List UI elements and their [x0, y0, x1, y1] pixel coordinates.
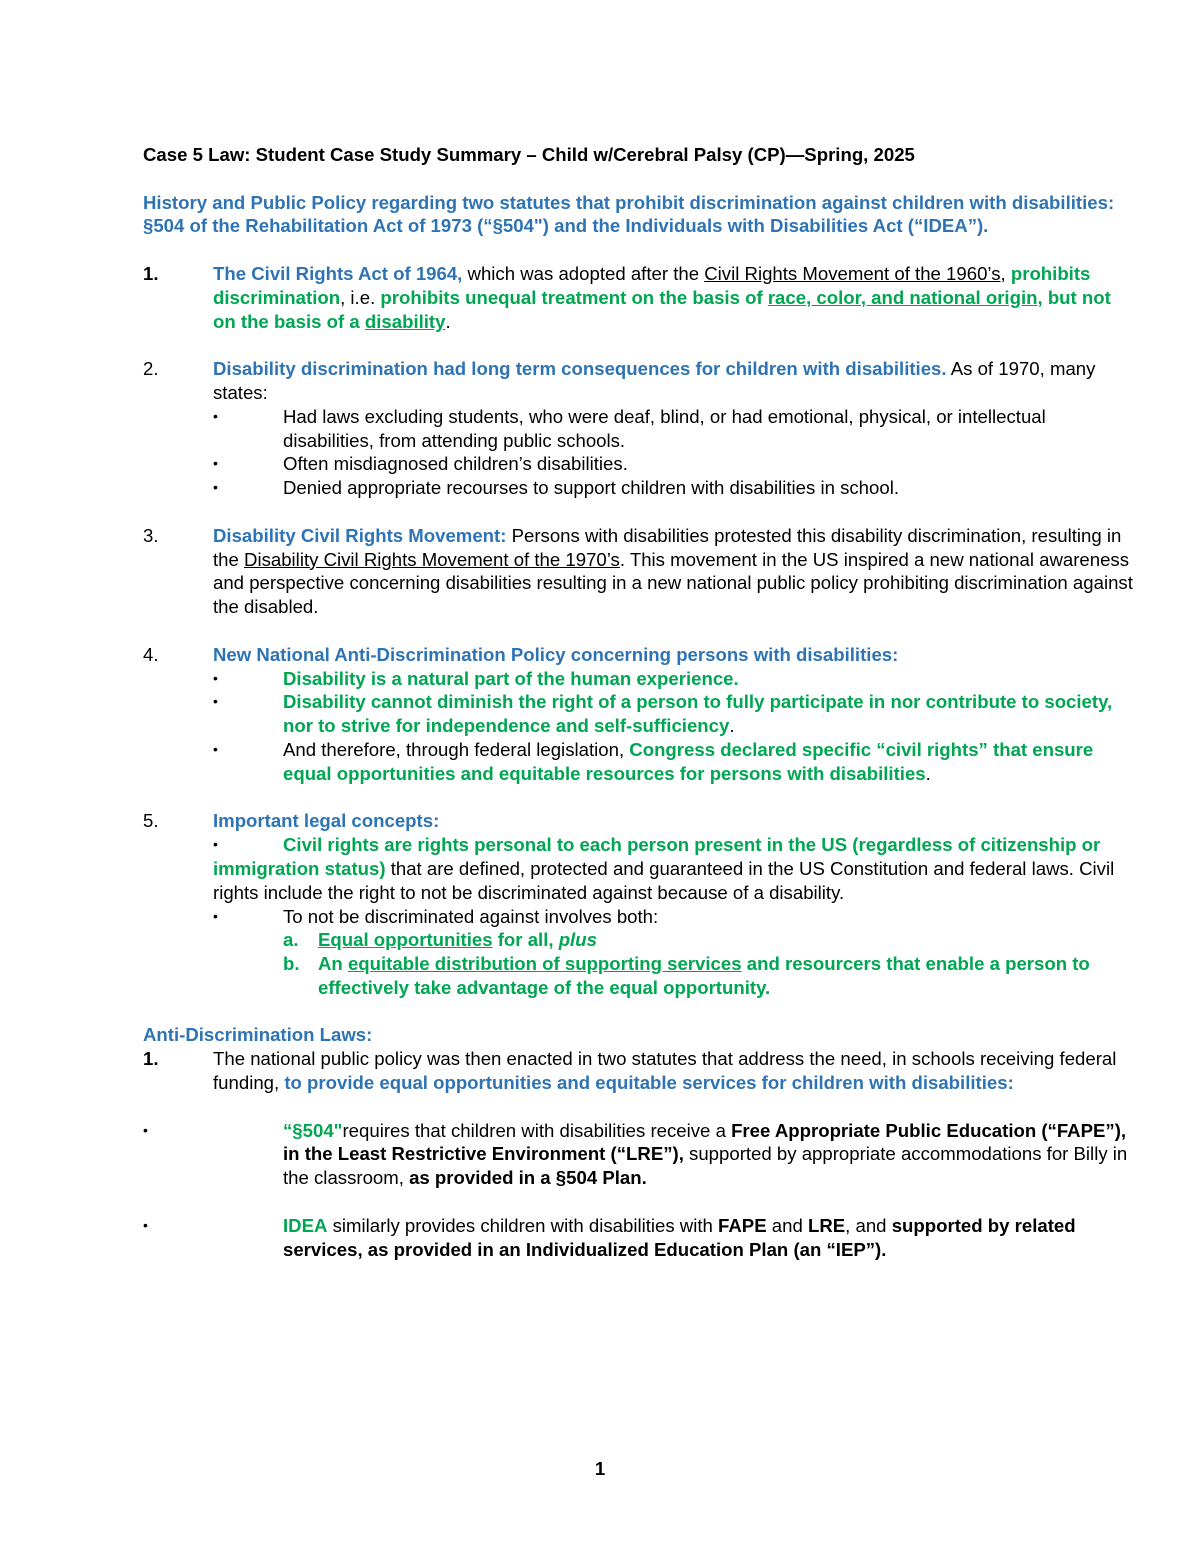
document-body	[143, 143, 1138, 1261]
bullet-icon: •	[143, 1216, 148, 1233]
item-number: 2.	[143, 358, 159, 380]
item-number: 1.	[143, 1048, 159, 1070]
bullet-icon: •	[213, 693, 218, 710]
sub-item-a: a. Equal opportunities for all, plus	[283, 929, 597, 951]
item-3: 3. Disability Civil Rights Movement: Persons with disabilities protested this disability discrimination, resulting in the Disability Civil Rights Movement of the 1970’s. This movement in the US inspired a new national awareness and perspective concerning disabilities resulting in a new national public policy prohibiting discrimination against the disabled.	[143, 524, 1133, 618]
bullet-icon: •	[213, 669, 218, 686]
laws-heading: Anti-Discrimination Laws:	[143, 1024, 373, 1046]
page-number: 1	[594, 1458, 606, 1479]
bullet-icon: •	[213, 907, 218, 924]
list-item: • Disability is a natural part of the human experience.	[213, 667, 739, 689]
item-number: 3.	[143, 524, 159, 546]
list-item: • Had laws excluding students, who were deaf, blind, or had emotional, physical, or intellectual disabilities, from attending public schools.	[213, 405, 1046, 451]
list-item: • Denied appropriate recourses to support children with disabilities in school.	[213, 477, 899, 499]
item-1: 1. The Civil Rights Act of 1964, which was adopted after the Civil Rights Movement of the 1960’s, prohibits discrimination, i.e. prohibits unequal treatment on the basis of race, color, and national origin, but not on the basis of a disability.	[143, 262, 1111, 332]
bullet-icon: •	[213, 455, 218, 472]
sub-item-b: b. An equitable distribution of supporting services and resourcers that enable a person to effectively take advantage of the equal opportunity.	[283, 953, 1090, 998]
bullet-icon: •	[213, 836, 218, 853]
document-title: Case 5 Law: Student Case Study Summary – Child w/Cerebral Palsy (CP)—Spring, 2025	[143, 144, 915, 165]
list-item: • Disability cannot diminish the right of a person to fully participate in nor contribute to society, nor to strive for independence and self-sufficiency.	[213, 691, 1113, 737]
list-item-504: • “§504"requires that children with disabilities receive a Free Appropriate Public Education (“FAPE”), in the Least Restrictive Environment (“LRE”), supported by appropriate accommodations for Billy in the classroom, as provided in a §504 Plan.	[143, 1119, 1128, 1189]
list-item-idea: • IDEA similarly provides children with disabilities with FAPE and LRE, and supported by related services, as provided in an Individualized Education Plan (an “IEP”).	[143, 1214, 1076, 1260]
list-item: • And therefore, through federal legislation, Congress declared specific “civil rights” that ensure equal opportunities and equitable resources for persons with disabilities.	[213, 738, 1094, 784]
item-number: 5.	[143, 810, 159, 832]
laws-item-1: 1. The national public policy was then enacted in two statutes that address the need, in schools receiving federal funding, to provide equal opportunities and equitable services for children with disabilities:	[143, 1048, 1117, 1094]
item-number: 1.	[143, 262, 159, 284]
list-item: • To not be discriminated against involves both: a. Equal opportunities for all, plus b. An equitable distribution of supporting services and resourcers that enable a person to effectively take advantage of the equal opportunity.	[213, 905, 1138, 1000]
item-4: 4. New National Anti-Discrimination Policy concerning persons with disabilities: • Disability is a natural part of the human experience. • Disability cannot diminish the right of a person to fully participate in nor contribute to society, nor to strive for independence and self-sufficiency. • And therefore, through federal legislation, Congress declared specific “civil rights” that ensure equal opportunities and equitable resources for persons with disabilities.	[143, 643, 1138, 786]
bullet-icon: •	[213, 479, 218, 496]
intro-heading: History and Public Policy regarding two statutes that prohibit discrimination against children with disabilities: §504 of the Rehabilitation Act of 1973 (“§504") and the Individuals with Disabilities Act (“IDEA”).	[143, 191, 1115, 237]
item-number: 4.	[143, 643, 159, 665]
bullet-icon: •	[213, 740, 218, 757]
bullet-icon: •	[213, 407, 218, 424]
list-item: • Civil rights are rights personal to each person present in the US (regardless of citizenship or immigration status) that are defined, protected and guaranteed in the US Constitution and federal laws. Civil rights include the right to not be discriminated against because of a disability.	[213, 834, 1115, 903]
item-2: 2. Disability discrimination had long term consequences for children with disabilities. As of 1970, many states: • Had laws excluding students, who were deaf, blind, or had emotional, physical, or intellectual disabilities, from attending public schools. • Often misdiagnosed children’s disabilities. • Denied appropriate recourses to support children with disabilities in school.	[143, 357, 1138, 500]
item-5: 5. Important legal concepts: • Civil rights are rights personal to each person present in the US (regardless of citizenship or immigration status) that are defined, protected and guaranteed in the US Constitution and federal laws. Civil rights include the right to not be discriminated against because of a disability. • To not be discriminated against involves both: a. Equal opportunities for all, plus b. An equitable distribution of supporting services and resourcers that enable a person to effectively take advantage of the equal opportunity.	[143, 809, 1138, 999]
bullet-icon: •	[143, 1121, 148, 1138]
list-item: • Often misdiagnosed children’s disabilities.	[213, 453, 628, 475]
